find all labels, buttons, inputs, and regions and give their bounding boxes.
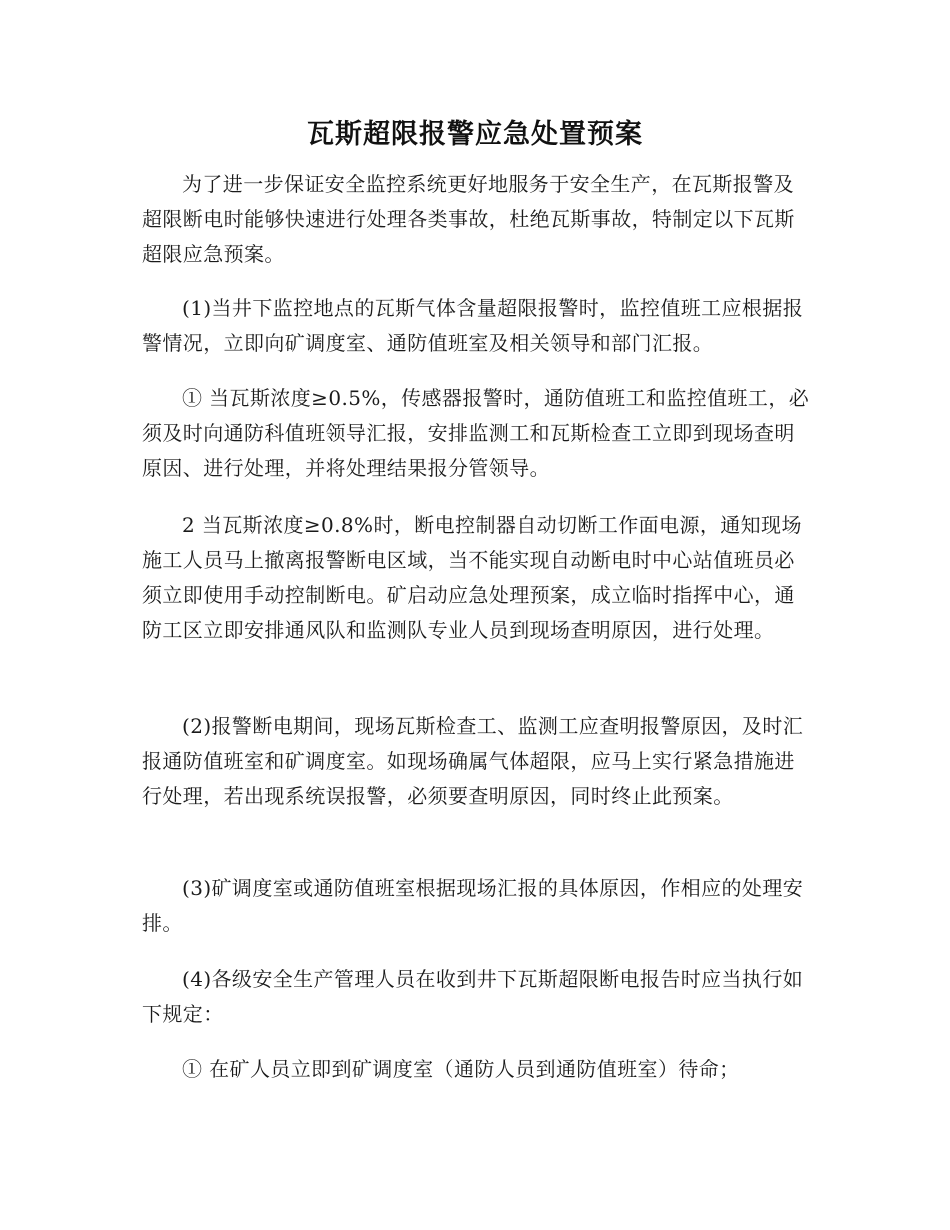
paragraph-item-2: (2)报警断电期间，现场瓦斯检查工、监测工应查明报警原因，及时汇报通防值班室和矿调度室。如现场确属气体超限，应马上实行紧急措施进行处理，若出现系统误报警，必须要查明原因，同时终止此预案。 — [142, 714, 804, 808]
paragraph-item-3: (3)矿调度室或通防值班室根据现场汇报的具体原因，作相应的处理安排。 — [142, 876, 804, 935]
paragraph-item-1: (1)当井下监控地点的瓦斯气体含量超限报警时，监控值班工应根据报警情况，立即向矿调度室、通防值班室及相关领导和部门汇报。 — [142, 296, 804, 355]
paragraph-item-1-sub-2: 2 当瓦斯浓度≥0.8%时，断电控制器自动切断工作面电源，通知现场施工人员马上撤离报警断电区域，当不能实现自动断电时中心站值班员必须立即使用手动控制断电。矿启动应急处理预案，成立临时指挥中心，通防工区立即安排通风队和监测队专业人员到现场查明原因，进行处理。 — [142, 513, 802, 642]
paragraph-item-4-sub-1: ① 在矿人员立即到矿调度室（通防人员到通防值班室）待命； — [182, 1057, 740, 1081]
paragraph-item-4: (4)各级安全生产管理人员在收到井下瓦斯超限断电报告时应当执行如下规定： — [142, 967, 804, 1026]
paragraph-item-1-sub-1: ① 当瓦斯浓度≥0.5%，传感器报警时，通防值班工和监控值班工，必须及时向通防科值班领导汇报，安排监测工和瓦斯检查工立即到现场查明原因、进行处理，并将处理结果报分管领导。 — [142, 386, 810, 480]
intro-paragraph: 为了进一步保证安全监控系统更好地服务于安全生产，在瓦斯报警及超限断电时能够快速进行处理各类事故，杜绝瓦斯事故，特制定以下瓦斯超限应急预案。 — [142, 172, 795, 266]
document-title: 瓦斯超限报警应急处置预案 — [307, 119, 643, 150]
